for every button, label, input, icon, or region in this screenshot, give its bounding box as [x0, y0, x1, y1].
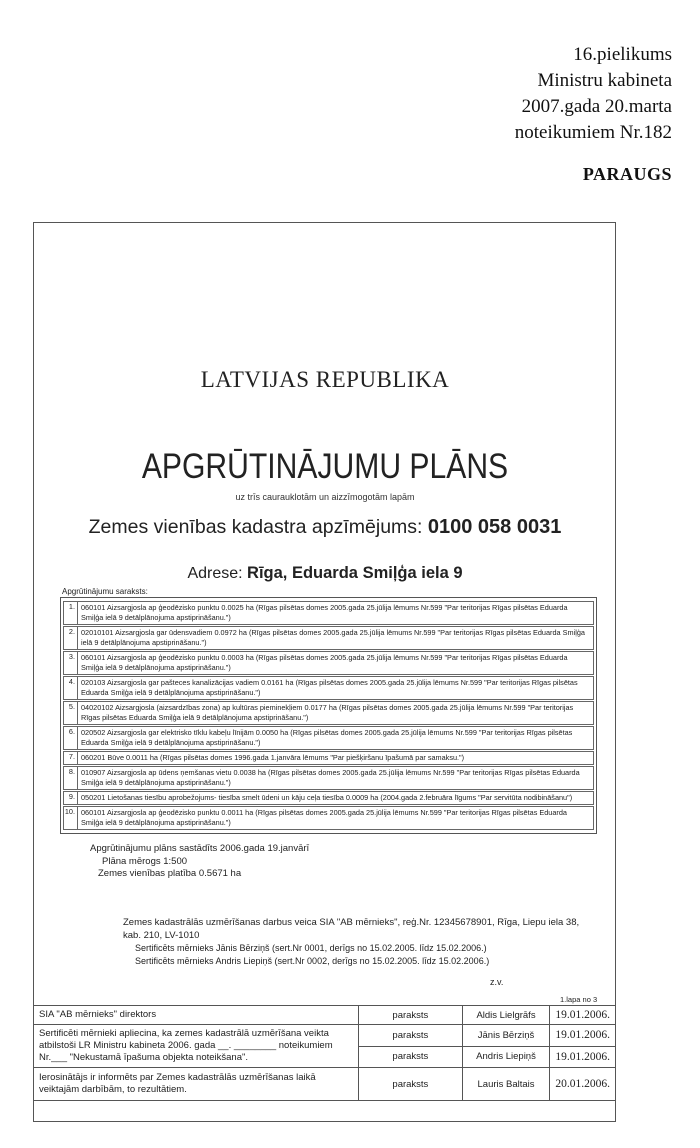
row-text: 060101 Aizsargjosla ap ģeodēzisko punktu 0.0003 ha (Rīgas pilsētas domes 2005.gada 25.jūlija lēmums Nr.599 "Par teritorijas Rīgas pilsētas Eduarda Smiļģa ielā 9 detālplānojuma apstiprināšanu.") [81, 653, 568, 672]
row-text: 060101 Aizsargjosla ap ģeodēzisko punktu 0.0025 ha (Rīgas pilsētas domes 2005.gada 25.jūlija lēmums Nr.599 "Par teritorijas Rīgas pilsētas Eduarda Smiļģa ielā 9 detālplānojuma apstiprināšanu.") [81, 603, 568, 622]
sample-label: PARAUGS [582, 164, 672, 184]
sign-date: 19.01.2006. [550, 1046, 616, 1068]
signature-label: paraksts [359, 1006, 463, 1025]
surveyor-cert: Sertificēts mērnieks Jānis Bērziņš (sert.Nr 0001, derīgs no 15.02.2005. līdz 15.02.2006.) [135, 943, 487, 953]
cadastre-label: Zemes vienības kadastra apzīmējums: [88, 516, 423, 538]
compiled-date: Apgrūtinājumu plāns sastādīts 2006.gada 19.janvārī [90, 843, 310, 854]
surveyor-cert: Sertificēts mērnieks Andris Liepiņš (sert.Nr 0002, derīgs no 15.02.2005. līdz 15.02.2006.) [135, 955, 490, 966]
row-number: 3. [64, 652, 78, 674]
row-text: 04020102 Aizsargjosla (aizsardzības zona) ap kultūras pieminekļiem 0.0177 ha (Rīgas pilsētas domes 2005.gada 25.jūlija lēmums Nr.599 "Par teritorijas Rīgas pilsētas Eduarda Smiļģa ielā 9 detālplānojuma apstiprināšanu.") [81, 703, 574, 722]
row-number: 4. [64, 677, 78, 699]
row-text: 020103 Aizsargjosla gar pašteces kanalizācijas vadiem 0.0161 ha (Rīgas pilsētas domes 2005.gada 25.jūlija lēmums Nr.599 "Par teritorijas Rīgas pilsētas Eduarda Smiļģa ielā 9 detālplānojuma apstiprināšanu.") [81, 678, 578, 697]
signer-role: Ierosinātājs ir informēts par Zemes kadastrālās uzmērīšanas laikā veiktajām darbībām, to rezultātiem. [34, 1068, 359, 1101]
signature-label: paraksts [359, 1068, 463, 1101]
table-row [34, 1068, 616, 1101]
row-text: 060201 Būve 0.0011 ha (Rīgas pilsētas domes 1996.gada 1.janvāra lēmums "Par piešķiršanu īpašumā par samaksu.") [81, 753, 465, 762]
row-number: 6. [64, 727, 78, 749]
cadastre-designation [0, 516, 650, 539]
row-number: 10. [64, 807, 78, 829]
survey-works-info [123, 917, 579, 967]
signer-name: Andris Liepiņš [462, 1046, 550, 1068]
row-text: 060101 Aizsargjosla ap ģeodēzisko punktu 0.0011 ha (Rīgas pilsētas domes 2005.gada 25.jūlija lēmums Nr.599 "Par teritorijas Rīgas pilsētas Eduarda Smiļģa ielā 9 detālplānojuma apstiprināšanu.") [81, 808, 567, 827]
row-text: 010907 Aizsargjosla ap ūdens ņemšanas vietu 0.0038 ha (Rīgas pilsētas domes 2005.gada 25.jūlija lēmums Nr.599 "Par teritorijas Rīgas pilsētas Eduarda Smiļģa ielā 9 detālplānojuma apstiprināšanu.") [81, 768, 580, 787]
annex-line: Ministru kabineta [537, 70, 672, 91]
sign-date: 20.01.2006. [550, 1068, 616, 1101]
row-number: 7. [64, 752, 78, 764]
table-row [63, 726, 594, 750]
encumbrance-table [60, 597, 597, 834]
table-row [63, 626, 594, 650]
company-line: Zemes kadastrālās uzmērīšanas darbus veica SIA "AB mērnieks", reģ.Nr. 12345678901, Rīga, Liepu iela 38, [123, 917, 580, 928]
country-heading: LATVIJAS REPUBLIKA [200, 367, 450, 392]
address-label: Adrese: [187, 565, 243, 582]
encumbrance-list-label: Apgrūtinājumu saraksts: [62, 587, 148, 596]
table-row [34, 1025, 616, 1047]
plan-scale: Plāna mērogs 1:500 [102, 855, 188, 867]
annex-reference [515, 42, 672, 146]
address-value: Rīga, Eduarda Smiļģa iela 9 [247, 564, 463, 582]
seal-placeholder: z.v. [490, 977, 504, 987]
table-row [63, 676, 594, 700]
table-row [63, 751, 594, 765]
signature-label: paraksts [359, 1046, 463, 1068]
annex-line: 16.pielikums [573, 44, 672, 65]
signer-name: Lauris Baltais [462, 1068, 550, 1101]
table-row [63, 601, 594, 625]
row-number: 8. [64, 767, 78, 789]
plan-title: APGRŪTINĀJUMU PLĀNS [141, 447, 509, 486]
row-text: 020502 Aizsargjosla gar elektrisko tīklu kabeļu līnijām 0.0050 ha (Rīgas pilsētas domes 2005.gada 25.jūlija lēmums Nr.599 "Par teritorijas Rīgas pilsētas Eduarda Smiļģa ielā 9 detālplānojuma apstiprināšanu.") [81, 728, 573, 747]
table-row [63, 651, 594, 675]
sheet-number: 1.lapa no 3 [560, 995, 598, 1004]
table-row [63, 766, 594, 790]
row-number: 9. [64, 792, 78, 804]
sign-date: 19.01.2006. [550, 1025, 616, 1047]
land-area: Zemes vienības platība 0.5671 ha [98, 868, 242, 879]
signature-table [33, 1005, 616, 1101]
signer-name: Aldis Lielgrāfs [462, 1006, 550, 1025]
annex-line: noteikumiem Nr.182 [514, 122, 672, 143]
sign-date: 19.01.2006. [550, 1006, 616, 1025]
annex-line: 2007.gada 20.marta [521, 96, 672, 117]
signer-role: SIA "AB mērnieks" direktors [34, 1006, 359, 1025]
table-row [63, 791, 594, 805]
plan-summary [90, 843, 309, 881]
signer-role: Sertificēti mērnieki apliecina, ka zemes kadastrālā uzmērīšana veikta atbilstoši LR Ministru kabineta 2006. gada __. ________ noteikumiem Nr.___ "Nekustamā īpašuma objekta noteikšana". [34, 1025, 359, 1068]
row-number: 1. [64, 602, 78, 624]
row-text: 02010101 Aizsargjosla gar ūdensvadiem 0.0972 ha (Rīgas pilsētas domes 2005.gada 25.jūlija lēmums Nr.599 "Par teritorijas Rīgas pilsētas Eduarda Smiļģa ielā 9 detālplānojuma apstiprināšanu.") [81, 628, 585, 647]
row-text: 050201 Lietošanas tiesību aprobežojums- tiesība smelt ūdeni un kāju ceļa tiesība 0.0009 ha (2004.gada 2.februāra līgums "Par servitūta nodibināšanu") [81, 793, 573, 802]
company-address: kab. 210, LV-1010 [123, 929, 200, 941]
signer-name: Jānis Bērziņš [462, 1025, 550, 1047]
signature-label: paraksts [359, 1025, 463, 1047]
row-number: 5. [64, 702, 78, 724]
row-number: 2. [64, 627, 78, 649]
cadastre-number: 0100 058 0031 [427, 516, 562, 538]
table-row [63, 806, 594, 830]
plan-subtitle: uz trīs caurauklotām un aizzīmogotām lapām [235, 492, 415, 502]
table-row [34, 1006, 616, 1025]
address-line [0, 564, 650, 583]
table-row [63, 701, 594, 725]
